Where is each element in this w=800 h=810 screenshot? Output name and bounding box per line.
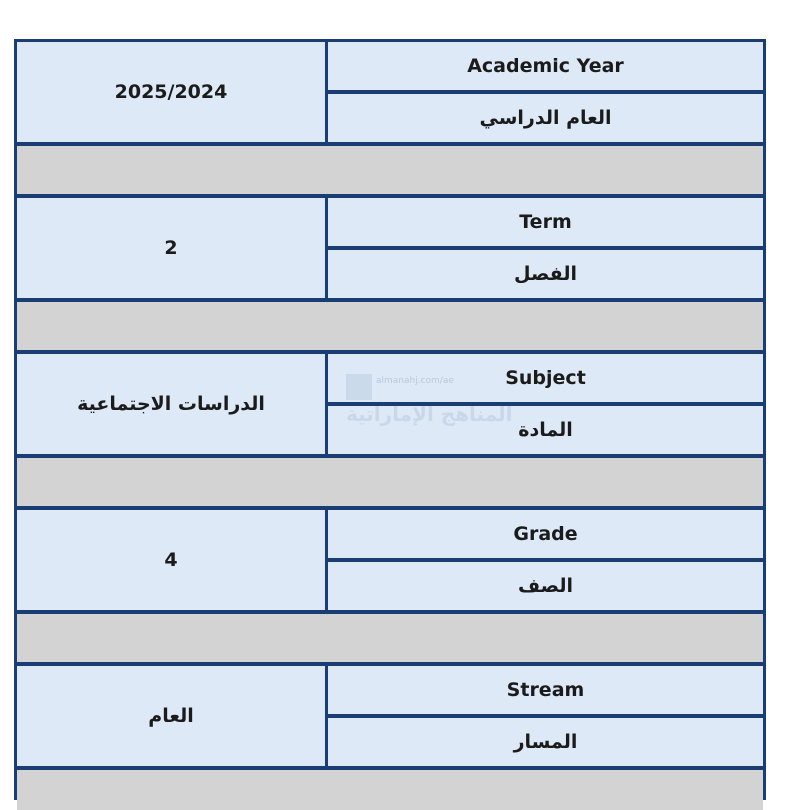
academic-year-value: 2025/2024 (17, 42, 325, 142)
row-separator (17, 146, 763, 194)
table-row-stream (17, 666, 763, 766)
academic-year-label-ar: العام الدراسي (328, 94, 763, 142)
subject-label-ar: المادة (328, 406, 763, 454)
table-row-academic-year (17, 42, 763, 142)
row-separator (17, 302, 763, 350)
academic-year-label-en: Academic Year (328, 42, 763, 90)
term-value: 2 (17, 198, 325, 298)
grade-label-ar: الصف (328, 562, 763, 610)
info-table (14, 39, 766, 800)
grade-label-en: Grade (328, 510, 763, 558)
table-row-subject (17, 354, 763, 454)
row-separator (17, 770, 763, 810)
row-separator (17, 614, 763, 662)
stream-label-ar: المسار (328, 718, 763, 766)
subject-value: الدراسات الاجتماعية (17, 354, 325, 454)
watermark-brand: المناهج الإماراتية (346, 402, 513, 426)
row-separator (17, 458, 763, 506)
grade-value: 4 (17, 510, 325, 610)
watermark-url: almanahj.com/ae (376, 376, 454, 386)
term-label-en: Term (328, 198, 763, 246)
stream-label-en: Stream (328, 666, 763, 714)
table-row-term (17, 198, 763, 298)
table-row-grade (17, 510, 763, 610)
subject-label-en: Subject (328, 354, 763, 402)
stream-value: العام (17, 666, 325, 766)
term-label-ar: الفصل (328, 250, 763, 298)
